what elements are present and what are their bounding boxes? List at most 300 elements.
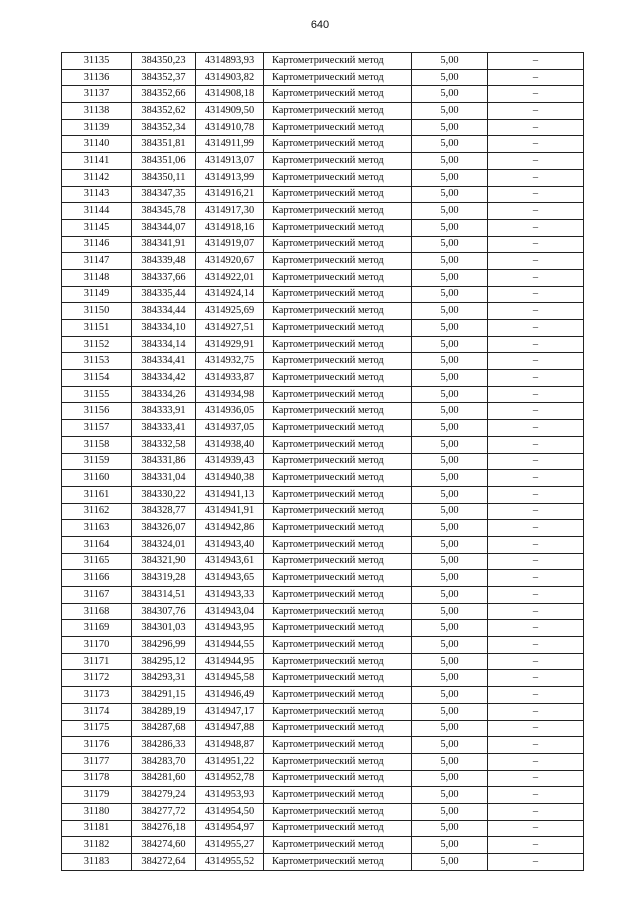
y-coordinate-cell: 4314909,50 bbox=[196, 103, 264, 120]
note-cell: – bbox=[488, 403, 584, 420]
y-coordinate-cell: 4314941,91 bbox=[196, 503, 264, 520]
accuracy-cell: 5,00 bbox=[412, 236, 488, 253]
y-coordinate-cell: 4314934,98 bbox=[196, 386, 264, 403]
accuracy-cell: 5,00 bbox=[412, 637, 488, 654]
accuracy-cell: 5,00 bbox=[412, 820, 488, 837]
point-number-cell: 31140 bbox=[62, 136, 132, 153]
point-number-cell: 31150 bbox=[62, 303, 132, 320]
point-number-cell: 31158 bbox=[62, 436, 132, 453]
note-cell: – bbox=[488, 570, 584, 587]
table-row bbox=[62, 303, 584, 320]
table-row bbox=[62, 320, 584, 337]
method-cell: Картометрический метод bbox=[264, 703, 412, 720]
note-cell: – bbox=[488, 420, 584, 437]
note-cell: – bbox=[488, 470, 584, 487]
accuracy-cell: 5,00 bbox=[412, 603, 488, 620]
point-number-cell: 31175 bbox=[62, 720, 132, 737]
point-number-cell: 31151 bbox=[62, 320, 132, 337]
accuracy-cell: 5,00 bbox=[412, 486, 488, 503]
y-coordinate-cell: 4314952,78 bbox=[196, 770, 264, 787]
table-row bbox=[62, 753, 584, 770]
table-row bbox=[62, 370, 584, 387]
x-coordinate-cell: 384281,60 bbox=[132, 770, 196, 787]
accuracy-cell: 5,00 bbox=[412, 336, 488, 353]
method-cell: Картометрический метод bbox=[264, 770, 412, 787]
accuracy-cell: 5,00 bbox=[412, 587, 488, 604]
note-cell: – bbox=[488, 637, 584, 654]
accuracy-cell: 5,00 bbox=[412, 770, 488, 787]
y-coordinate-cell: 4314943,65 bbox=[196, 570, 264, 587]
point-number-cell: 31168 bbox=[62, 603, 132, 620]
table-row bbox=[62, 53, 584, 70]
method-cell: Картометрический метод bbox=[264, 854, 412, 871]
y-coordinate-cell: 4314945,58 bbox=[196, 670, 264, 687]
y-coordinate-cell: 4314947,17 bbox=[196, 703, 264, 720]
method-cell: Картометрический метод bbox=[264, 587, 412, 604]
y-coordinate-cell: 4314919,07 bbox=[196, 236, 264, 253]
accuracy-cell: 5,00 bbox=[412, 203, 488, 220]
method-cell: Картометрический метод bbox=[264, 403, 412, 420]
x-coordinate-cell: 384293,31 bbox=[132, 670, 196, 687]
accuracy-cell: 5,00 bbox=[412, 753, 488, 770]
point-number-cell: 31147 bbox=[62, 253, 132, 270]
y-coordinate-cell: 4314948,87 bbox=[196, 737, 264, 754]
y-coordinate-cell: 4314939,43 bbox=[196, 453, 264, 470]
table-row bbox=[62, 119, 584, 136]
note-cell: – bbox=[488, 370, 584, 387]
x-coordinate-cell: 384333,41 bbox=[132, 420, 196, 437]
x-coordinate-cell: 384334,26 bbox=[132, 386, 196, 403]
note-cell: – bbox=[488, 219, 584, 236]
point-number-cell: 31152 bbox=[62, 336, 132, 353]
x-coordinate-cell: 384296,99 bbox=[132, 637, 196, 654]
method-cell: Картометрический метод bbox=[264, 620, 412, 637]
note-cell: – bbox=[488, 386, 584, 403]
accuracy-cell: 5,00 bbox=[412, 536, 488, 553]
table-row bbox=[62, 203, 584, 220]
accuracy-cell: 5,00 bbox=[412, 703, 488, 720]
table-row bbox=[62, 837, 584, 854]
x-coordinate-cell: 384332,58 bbox=[132, 436, 196, 453]
table-row bbox=[62, 637, 584, 654]
y-coordinate-cell: 4314908,18 bbox=[196, 86, 264, 103]
point-number-cell: 31161 bbox=[62, 486, 132, 503]
table-row bbox=[62, 353, 584, 370]
y-coordinate-cell: 4314943,33 bbox=[196, 587, 264, 604]
method-cell: Картометрический метод bbox=[264, 520, 412, 537]
note-cell: – bbox=[488, 720, 584, 737]
method-cell: Картометрический метод bbox=[264, 203, 412, 220]
x-coordinate-cell: 384345,78 bbox=[132, 203, 196, 220]
note-cell: – bbox=[488, 503, 584, 520]
method-cell: Картометрический метод bbox=[264, 536, 412, 553]
y-coordinate-cell: 4314903,82 bbox=[196, 69, 264, 86]
x-coordinate-cell: 384276,18 bbox=[132, 820, 196, 837]
table-row bbox=[62, 219, 584, 236]
method-cell: Картометрический метод bbox=[264, 820, 412, 837]
accuracy-cell: 5,00 bbox=[412, 453, 488, 470]
x-coordinate-cell: 384334,10 bbox=[132, 320, 196, 337]
table-row bbox=[62, 69, 584, 86]
x-coordinate-cell: 384289,19 bbox=[132, 703, 196, 720]
x-coordinate-cell: 384352,62 bbox=[132, 103, 196, 120]
y-coordinate-cell: 4314893,93 bbox=[196, 53, 264, 70]
accuracy-cell: 5,00 bbox=[412, 286, 488, 303]
x-coordinate-cell: 384351,06 bbox=[132, 153, 196, 170]
note-cell: – bbox=[488, 553, 584, 570]
x-coordinate-cell: 384295,12 bbox=[132, 653, 196, 670]
accuracy-cell: 5,00 bbox=[412, 353, 488, 370]
method-cell: Картометрический метод bbox=[264, 286, 412, 303]
x-coordinate-cell: 384307,76 bbox=[132, 603, 196, 620]
method-cell: Картометрический метод bbox=[264, 670, 412, 687]
point-number-cell: 31173 bbox=[62, 687, 132, 704]
accuracy-cell: 5,00 bbox=[412, 670, 488, 687]
table-row bbox=[62, 453, 584, 470]
point-number-cell: 31148 bbox=[62, 269, 132, 286]
accuracy-cell: 5,00 bbox=[412, 854, 488, 871]
y-coordinate-cell: 4314913,07 bbox=[196, 153, 264, 170]
method-cell: Картометрический метод bbox=[264, 553, 412, 570]
x-coordinate-cell: 384279,24 bbox=[132, 787, 196, 804]
x-coordinate-cell: 384314,51 bbox=[132, 587, 196, 604]
method-cell: Картометрический метод bbox=[264, 320, 412, 337]
accuracy-cell: 5,00 bbox=[412, 303, 488, 320]
table-row bbox=[62, 803, 584, 820]
accuracy-cell: 5,00 bbox=[412, 269, 488, 286]
x-coordinate-cell: 384283,70 bbox=[132, 753, 196, 770]
point-number-cell: 31165 bbox=[62, 553, 132, 570]
accuracy-cell: 5,00 bbox=[412, 720, 488, 737]
accuracy-cell: 5,00 bbox=[412, 86, 488, 103]
table-row bbox=[62, 153, 584, 170]
table-row bbox=[62, 854, 584, 871]
accuracy-cell: 5,00 bbox=[412, 653, 488, 670]
note-cell: – bbox=[488, 820, 584, 837]
point-number-cell: 31145 bbox=[62, 219, 132, 236]
accuracy-cell: 5,00 bbox=[412, 787, 488, 804]
table-row bbox=[62, 687, 584, 704]
method-cell: Картометрический метод bbox=[264, 803, 412, 820]
point-number-cell: 31137 bbox=[62, 86, 132, 103]
accuracy-cell: 5,00 bbox=[412, 520, 488, 537]
x-coordinate-cell: 384301,03 bbox=[132, 620, 196, 637]
method-cell: Картометрический метод bbox=[264, 603, 412, 620]
table-row bbox=[62, 770, 584, 787]
table-row bbox=[62, 269, 584, 286]
note-cell: – bbox=[488, 136, 584, 153]
y-coordinate-cell: 4314924,14 bbox=[196, 286, 264, 303]
y-coordinate-cell: 4314925,69 bbox=[196, 303, 264, 320]
x-coordinate-cell: 384321,90 bbox=[132, 553, 196, 570]
x-coordinate-cell: 384339,48 bbox=[132, 253, 196, 270]
accuracy-cell: 5,00 bbox=[412, 253, 488, 270]
x-coordinate-cell: 384341,91 bbox=[132, 236, 196, 253]
x-coordinate-cell: 384334,42 bbox=[132, 370, 196, 387]
method-cell: Картометрический метод bbox=[264, 503, 412, 520]
note-cell: – bbox=[488, 653, 584, 670]
y-coordinate-cell: 4314936,05 bbox=[196, 403, 264, 420]
x-coordinate-cell: 384344,07 bbox=[132, 219, 196, 236]
table-row bbox=[62, 587, 584, 604]
point-number-cell: 31169 bbox=[62, 620, 132, 637]
note-cell: – bbox=[488, 603, 584, 620]
accuracy-cell: 5,00 bbox=[412, 186, 488, 203]
x-coordinate-cell: 384350,23 bbox=[132, 53, 196, 70]
x-coordinate-cell: 384350,11 bbox=[132, 169, 196, 186]
table-row bbox=[62, 503, 584, 520]
y-coordinate-cell: 4314913,99 bbox=[196, 169, 264, 186]
y-coordinate-cell: 4314942,86 bbox=[196, 520, 264, 537]
table-row bbox=[62, 653, 584, 670]
note-cell: – bbox=[488, 169, 584, 186]
method-cell: Картометрический метод bbox=[264, 69, 412, 86]
x-coordinate-cell: 384287,68 bbox=[132, 720, 196, 737]
method-cell: Картометрический метод bbox=[264, 787, 412, 804]
table-row bbox=[62, 737, 584, 754]
accuracy-cell: 5,00 bbox=[412, 570, 488, 587]
accuracy-cell: 5,00 bbox=[412, 837, 488, 854]
point-number-cell: 31143 bbox=[62, 186, 132, 203]
method-cell: Картометрический метод bbox=[264, 136, 412, 153]
x-coordinate-cell: 384274,60 bbox=[132, 837, 196, 854]
table-row bbox=[62, 620, 584, 637]
x-coordinate-cell: 384334,14 bbox=[132, 336, 196, 353]
accuracy-cell: 5,00 bbox=[412, 737, 488, 754]
table-row bbox=[62, 520, 584, 537]
y-coordinate-cell: 4314937,05 bbox=[196, 420, 264, 437]
point-number-cell: 31183 bbox=[62, 854, 132, 871]
method-cell: Картометрический метод bbox=[264, 253, 412, 270]
note-cell: – bbox=[488, 520, 584, 537]
note-cell: – bbox=[488, 269, 584, 286]
y-coordinate-cell: 4314938,40 bbox=[196, 436, 264, 453]
point-number-cell: 31139 bbox=[62, 119, 132, 136]
point-number-cell: 31180 bbox=[62, 803, 132, 820]
accuracy-cell: 5,00 bbox=[412, 687, 488, 704]
method-cell: Картометрический метод bbox=[264, 119, 412, 136]
point-number-cell: 31170 bbox=[62, 637, 132, 654]
method-cell: Картометрический метод bbox=[264, 353, 412, 370]
note-cell: – bbox=[488, 186, 584, 203]
x-coordinate-cell: 384334,41 bbox=[132, 353, 196, 370]
accuracy-cell: 5,00 bbox=[412, 403, 488, 420]
note-cell: – bbox=[488, 770, 584, 787]
x-coordinate-cell: 384272,64 bbox=[132, 854, 196, 871]
accuracy-cell: 5,00 bbox=[412, 553, 488, 570]
note-cell: – bbox=[488, 53, 584, 70]
point-number-cell: 31163 bbox=[62, 520, 132, 537]
table-row bbox=[62, 570, 584, 587]
note-cell: – bbox=[488, 336, 584, 353]
note-cell: – bbox=[488, 119, 584, 136]
note-cell: – bbox=[488, 737, 584, 754]
table-row bbox=[62, 787, 584, 804]
method-cell: Картометрический метод bbox=[264, 370, 412, 387]
table-row bbox=[62, 186, 584, 203]
note-cell: – bbox=[488, 753, 584, 770]
point-number-cell: 31178 bbox=[62, 770, 132, 787]
accuracy-cell: 5,00 bbox=[412, 620, 488, 637]
method-cell: Картометрический метод bbox=[264, 436, 412, 453]
table-row bbox=[62, 553, 584, 570]
table-row bbox=[62, 486, 584, 503]
point-number-cell: 31157 bbox=[62, 420, 132, 437]
y-coordinate-cell: 4314920,67 bbox=[196, 253, 264, 270]
point-number-cell: 31156 bbox=[62, 403, 132, 420]
y-coordinate-cell: 4314943,04 bbox=[196, 603, 264, 620]
point-number-cell: 31181 bbox=[62, 820, 132, 837]
accuracy-cell: 5,00 bbox=[412, 370, 488, 387]
point-number-cell: 31138 bbox=[62, 103, 132, 120]
accuracy-cell: 5,00 bbox=[412, 153, 488, 170]
point-number-cell: 31162 bbox=[62, 503, 132, 520]
point-number-cell: 31154 bbox=[62, 370, 132, 387]
note-cell: – bbox=[488, 620, 584, 637]
method-cell: Картометрический метод bbox=[264, 303, 412, 320]
method-cell: Картометрический метод bbox=[264, 153, 412, 170]
point-number-cell: 31155 bbox=[62, 386, 132, 403]
method-cell: Картометрический метод bbox=[264, 453, 412, 470]
accuracy-cell: 5,00 bbox=[412, 219, 488, 236]
note-cell: – bbox=[488, 536, 584, 553]
y-coordinate-cell: 4314951,22 bbox=[196, 753, 264, 770]
method-cell: Картометрический метод bbox=[264, 720, 412, 737]
y-coordinate-cell: 4314944,55 bbox=[196, 637, 264, 654]
method-cell: Картометрический метод bbox=[264, 386, 412, 403]
method-cell: Картометрический метод bbox=[264, 753, 412, 770]
x-coordinate-cell: 384352,37 bbox=[132, 69, 196, 86]
method-cell: Картометрический метод bbox=[264, 837, 412, 854]
point-number-cell: 31159 bbox=[62, 453, 132, 470]
accuracy-cell: 5,00 bbox=[412, 136, 488, 153]
x-coordinate-cell: 384330,22 bbox=[132, 486, 196, 503]
y-coordinate-cell: 4314954,50 bbox=[196, 803, 264, 820]
note-cell: – bbox=[488, 69, 584, 86]
table-row bbox=[62, 703, 584, 720]
method-cell: Картометрический метод bbox=[264, 219, 412, 236]
note-cell: – bbox=[488, 837, 584, 854]
method-cell: Картометрический метод bbox=[264, 486, 412, 503]
y-coordinate-cell: 4314947,88 bbox=[196, 720, 264, 737]
table-row bbox=[62, 286, 584, 303]
accuracy-cell: 5,00 bbox=[412, 420, 488, 437]
point-number-cell: 31172 bbox=[62, 670, 132, 687]
x-coordinate-cell: 384335,44 bbox=[132, 286, 196, 303]
point-number-cell: 31167 bbox=[62, 587, 132, 604]
x-coordinate-cell: 384324,01 bbox=[132, 536, 196, 553]
note-cell: – bbox=[488, 203, 584, 220]
point-number-cell: 31160 bbox=[62, 470, 132, 487]
x-coordinate-cell: 384351,81 bbox=[132, 136, 196, 153]
table-row bbox=[62, 536, 584, 553]
method-cell: Картометрический метод bbox=[264, 169, 412, 186]
point-number-cell: 31166 bbox=[62, 570, 132, 587]
point-number-cell: 31144 bbox=[62, 203, 132, 220]
table-row bbox=[62, 136, 584, 153]
y-coordinate-cell: 4314917,30 bbox=[196, 203, 264, 220]
table-row bbox=[62, 236, 584, 253]
point-number-cell: 31182 bbox=[62, 837, 132, 854]
point-number-cell: 31171 bbox=[62, 653, 132, 670]
x-coordinate-cell: 384291,15 bbox=[132, 687, 196, 704]
method-cell: Картометрический метод bbox=[264, 236, 412, 253]
point-number-cell: 31135 bbox=[62, 53, 132, 70]
point-number-cell: 31164 bbox=[62, 536, 132, 553]
method-cell: Картометрический метод bbox=[264, 570, 412, 587]
x-coordinate-cell: 384337,66 bbox=[132, 269, 196, 286]
y-coordinate-cell: 4314953,93 bbox=[196, 787, 264, 804]
table-row bbox=[62, 820, 584, 837]
table-row bbox=[62, 86, 584, 103]
method-cell: Картометрический метод bbox=[264, 637, 412, 654]
accuracy-cell: 5,00 bbox=[412, 436, 488, 453]
point-number-cell: 31174 bbox=[62, 703, 132, 720]
x-coordinate-cell: 384347,35 bbox=[132, 186, 196, 203]
x-coordinate-cell: 384326,07 bbox=[132, 520, 196, 537]
table-row bbox=[62, 103, 584, 120]
x-coordinate-cell: 384286,33 bbox=[132, 737, 196, 754]
x-coordinate-cell: 384352,34 bbox=[132, 119, 196, 136]
note-cell: – bbox=[488, 453, 584, 470]
x-coordinate-cell: 384352,66 bbox=[132, 86, 196, 103]
coordinates-table bbox=[61, 52, 584, 871]
method-cell: Картометрический метод bbox=[264, 86, 412, 103]
accuracy-cell: 5,00 bbox=[412, 169, 488, 186]
point-number-cell: 31136 bbox=[62, 69, 132, 86]
note-cell: – bbox=[488, 303, 584, 320]
method-cell: Картометрический метод bbox=[264, 737, 412, 754]
note-cell: – bbox=[488, 253, 584, 270]
y-coordinate-cell: 4314943,95 bbox=[196, 620, 264, 637]
note-cell: – bbox=[488, 153, 584, 170]
y-coordinate-cell: 4314955,52 bbox=[196, 854, 264, 871]
point-number-cell: 31177 bbox=[62, 753, 132, 770]
y-coordinate-cell: 4314916,21 bbox=[196, 186, 264, 203]
y-coordinate-cell: 4314946,49 bbox=[196, 687, 264, 704]
note-cell: – bbox=[488, 803, 584, 820]
table-row bbox=[62, 470, 584, 487]
x-coordinate-cell: 384319,28 bbox=[132, 570, 196, 587]
table-row bbox=[62, 386, 584, 403]
note-cell: – bbox=[488, 286, 584, 303]
note-cell: – bbox=[488, 103, 584, 120]
table-row bbox=[62, 603, 584, 620]
method-cell: Картометрический метод bbox=[264, 470, 412, 487]
point-number-cell: 31176 bbox=[62, 737, 132, 754]
y-coordinate-cell: 4314941,13 bbox=[196, 486, 264, 503]
accuracy-cell: 5,00 bbox=[412, 320, 488, 337]
note-cell: – bbox=[488, 436, 584, 453]
note-cell: – bbox=[488, 854, 584, 871]
y-coordinate-cell: 4314932,75 bbox=[196, 353, 264, 370]
accuracy-cell: 5,00 bbox=[412, 103, 488, 120]
accuracy-cell: 5,00 bbox=[412, 53, 488, 70]
y-coordinate-cell: 4314927,51 bbox=[196, 320, 264, 337]
note-cell: – bbox=[488, 787, 584, 804]
method-cell: Картометрический метод bbox=[264, 269, 412, 286]
method-cell: Картометрический метод bbox=[264, 653, 412, 670]
table-row bbox=[62, 436, 584, 453]
x-coordinate-cell: 384331,86 bbox=[132, 453, 196, 470]
y-coordinate-cell: 4314943,61 bbox=[196, 553, 264, 570]
table-row bbox=[62, 720, 584, 737]
point-number-cell: 31179 bbox=[62, 787, 132, 804]
y-coordinate-cell: 4314940,38 bbox=[196, 470, 264, 487]
x-coordinate-cell: 384277,72 bbox=[132, 803, 196, 820]
y-coordinate-cell: 4314955,27 bbox=[196, 837, 264, 854]
note-cell: – bbox=[488, 587, 584, 604]
